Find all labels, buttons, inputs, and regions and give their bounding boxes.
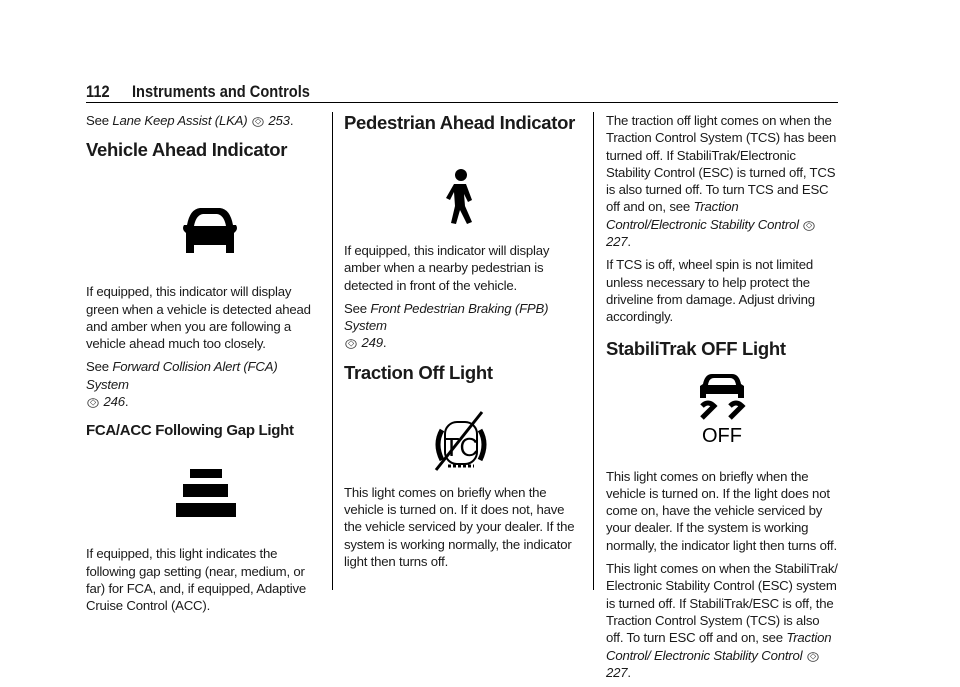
lka-link[interactable]: Lane Keep Assist (LKA) — [112, 113, 248, 128]
see-label: See — [86, 359, 109, 375]
fca-link[interactable]: Forward Collision Alert (FCA) System — [86, 359, 278, 392]
pedestrian-text: If equipped, this indicator will display amber when a nearby pedestrian is detected in front of the vehicle. — [344, 243, 550, 293]
off-label: OFF — [702, 424, 742, 447]
page-ref-icon: ◇ — [804, 221, 815, 231]
lka-page[interactable]: 253 — [268, 113, 290, 128]
following-gap-text: If equipped, this light indicates the following gap setting (near, medium, or far) for FCA, and, if equipped, Adaptive Cruise Control (ACC). — [86, 546, 306, 614]
page-ref-icon: ◇ — [345, 340, 356, 350]
see-label: See — [344, 300, 367, 316]
stabilitrak-text-1: This light comes on briefly when the vehicle is turned on. If the light does not come on, have the vehicle serviced by your dealer. If the system is working normally, the indicator light then turns off. — [606, 468, 837, 553]
fpb-link[interactable]: Front Pedestrian Braking (FPB) System — [344, 300, 549, 334]
pedestrian-heading: Pedestrian Ahead Indicator — [344, 112, 576, 133]
vehicle-ahead-heading: Vehicle Ahead Indicator — [86, 139, 288, 161]
wheel-spin-text: If TCS is off, wheel spin is not limited unless necessary to help protect the driveline from damage. Adjust driving accordingly. — [606, 257, 815, 325]
stabilitrak-text-2: This light comes on when the StabiliTrak/ Electronic Stability Control (ESC) system is turned off. If StabiliTrak/ESC is off, the Traction Control System (TCS) is also off. To turn ESC off and on, see — [606, 561, 838, 646]
page-ref-icon: ◇ — [87, 398, 98, 408]
vehicle-ahead-icon — [86, 161, 322, 283]
page-header — [86, 82, 838, 104]
stabilitrak-heading: StabiliTrak OFF Light — [606, 337, 786, 359]
stabilitrak-link[interactable]: Traction Control/ Electronic Stability Control — [606, 630, 832, 663]
fca-page[interactable]: 246 — [103, 394, 125, 410]
column-divider — [332, 112, 333, 590]
section-title: Instruments and Controls — [132, 82, 310, 101]
tc-label: TC — [443, 431, 479, 462]
column-divider — [593, 112, 594, 590]
tcs-page[interactable]: 227 — [606, 234, 628, 250]
following-gap-icon — [86, 439, 322, 545]
stabilitrak-off-icon — [606, 360, 838, 468]
following-gap-heading: FCA/ACC Following Gap Light — [86, 422, 294, 440]
traction-off-text: This light comes on briefly when the vehicle is turned on. If it does not, have the vehicle serviced by your dealer. If the system is working normally, the indicator light then turns off. — [344, 484, 575, 569]
tcs-link[interactable]: Traction Control/Electronic Stability Control — [606, 199, 799, 232]
tcs-text: The traction off light comes on when the Traction Control System (TCS) has been turned off. If StabiliTrak/Electronic Stability Control (ESC) is turned off, TCS is also turned off. To turn TCS and ESC off and on, see — [606, 113, 837, 215]
page-ref-icon: ◇ — [807, 652, 818, 662]
pedestrian-icon — [344, 134, 576, 242]
fpb-page[interactable]: 249 — [361, 335, 383, 351]
traction-off-heading: Traction Off Light — [344, 361, 493, 383]
column-3: The traction off light comes on when the Traction Control System (TCS) has been turned off. If StabiliTrak/Electronic Stability Control (ESC) is turned off, TCS is also turned off. To turn TCS and ESC off and on, see Traction Control/Electronic Stability Control ◇ 227. If TCS is off, wheel spin is not limited unless necessary to help protect the driveline from damage. Adjust driving accordingly. StabiliTrak OFF Light OFF This light comes on briefly when the vehicle is turned on. If the light does not come on, have the vehicle serviced by your dealer. If the system is working normally, the indicator light then turns off. This light comes on when the StabiliTrak/ Electronic Stability Control (ESC) system is turned off. If StabiliTrak/ESC is off, the Traction Control System (TCS) is also off. To turn ESC off and on, see Traction Control/ Electronic Stability Control ◇ 227. — [606, 113, 838, 680]
see-label: See — [86, 113, 109, 128]
traction-off-icon — [344, 384, 576, 484]
page-ref-icon: ◇ — [252, 117, 263, 127]
column-2: Pedestrian Ahead Indicator If equipped, this indicator will display amber when a nearby pedestrian is detected in front of the vehicle. See Front Pedestrian Braking (FPB) System ◇ 249. Traction Off Light TC This light comes on briefly when the vehicle is turned on. If it does not, have the vehicle serviced by your dealer. If the system is working normally, the indicator light then turns off. — [344, 112, 576, 569]
vehicle-ahead-text: If equipped, this indicator will display green when a vehicle is detected ahead and amber when you are following a vehicle ahead much too closely. — [86, 284, 311, 352]
column-1: See Lane Keep Assist (LKA) ◇ 253. Vehicle Ahead Indicator If equipped, this indicator will display green when a vehicle is detected ahead and amber when you are following a vehicle ahead much too closely. See Forward Collision Alert (FCA) System ◇ 246. FCA/ACC Following Gap Light If equipped, this light indicates the following gap setting (near, medium, or far) for FCA, and, if equipped, Adaptive Cruise Control (ACC). — [86, 112, 322, 621]
header-rule — [86, 102, 838, 103]
stabilitrak-page[interactable]: 227 — [606, 664, 628, 680]
page-number: 112 — [86, 82, 110, 101]
